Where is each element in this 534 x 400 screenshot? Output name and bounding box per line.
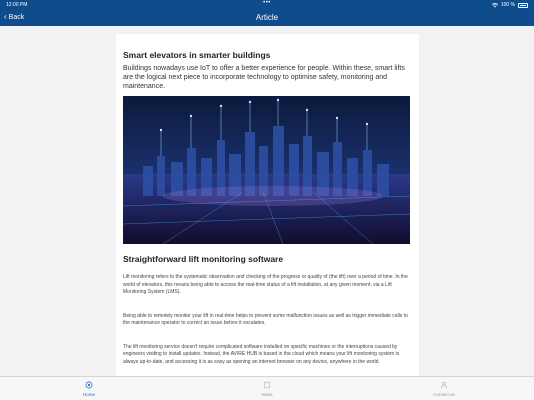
article-heading: Smart elevators in smarter buildings [123, 50, 271, 60]
status-bar [0, 0, 534, 10]
nav-bar [0, 10, 534, 26]
article-paragraph: The lift monitoring service doesn't require complicated software installed on specific machines or the interruptions caused by engineers visiting to install updates. Instead, the AVIRE HUB is based in the cloud which means your lift monitoring system is always up-to-date, and accessing it is as easy as opening an internet browser on any device, anywhere in the world. [123, 343, 400, 365]
tab-news-label: News [261, 392, 273, 397]
smart-city-image [123, 96, 410, 244]
article-scroll-area[interactable] [0, 26, 534, 376]
tab-bar [0, 376, 534, 400]
battery-icon [518, 3, 528, 8]
article-card [116, 34, 419, 376]
contact-icon [440, 381, 448, 389]
home-icon [85, 381, 93, 389]
article-paragraph: Lift monitoring refers to the systematic observation and checking of the progress or quality of (the lift) over a period of time. In the world of elevators, this means being able to access the real-time status of a lift installation, at any given moment, via a Lift Monitoring System (LMS). [123, 274, 408, 295]
battery-percent: 100 % [500, 2, 515, 8]
tab-home[interactable] [49, 381, 129, 397]
page-title: Article [255, 13, 279, 22]
article-intro: Buildings nowadays use IoT to offer a better experience for people. Within these, smart lifts are the logical next piece to incorporate technology to optimise safety, monitoring and maintenance. [123, 65, 405, 90]
tab-home-label: Home [82, 392, 95, 397]
article-subheading: Straightforward lift monitoring software [123, 254, 284, 264]
article-paragraph: Being able to remotely monitor your lift in real-time helps to prevent some malfunction issues as well as trigger immediate calls to the maintenance operator to correct an issue before it escalates. [123, 312, 408, 326]
status-time: 12:00 PM [6, 2, 28, 8]
tab-contact-label: Contact us [433, 392, 455, 397]
tab-news[interactable] [227, 381, 307, 397]
tab-contact[interactable] [404, 381, 484, 397]
back-label: Back [8, 13, 25, 21]
multitask-dots-icon[interactable]: ••• [263, 0, 271, 6]
status-right [492, 2, 528, 8]
wifi-icon [492, 3, 498, 8]
news-icon [263, 381, 271, 389]
chevron-left-icon: ‹ [4, 12, 7, 21]
